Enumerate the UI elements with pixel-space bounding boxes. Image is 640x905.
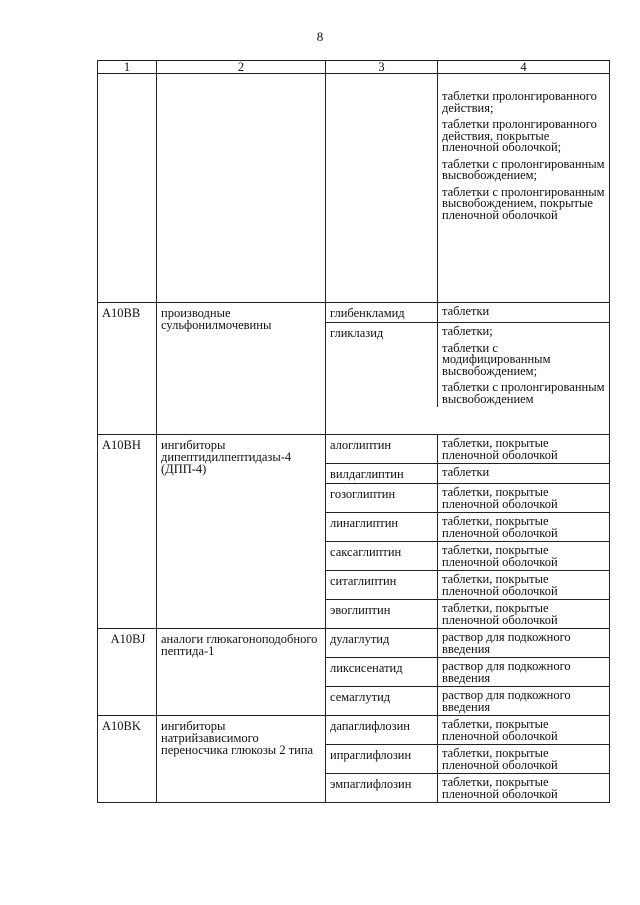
dosage-form: таблетки с пролонгированным высвобождением, покрытые пленочной оболочкой bbox=[442, 184, 605, 222]
dosage-form: раствор для подкожного введения bbox=[442, 630, 571, 656]
group-name-cell bbox=[157, 74, 326, 303]
group-name: аналоги глюкагоноподобного пептида-1 bbox=[157, 629, 326, 716]
group-row-a10bj bbox=[98, 629, 610, 716]
drug-entry bbox=[326, 463, 609, 483]
group-row-a10bb bbox=[98, 303, 610, 435]
page-number: 8 bbox=[316, 29, 324, 44]
drug-entry bbox=[326, 541, 609, 570]
drug-name: саксаглиптин bbox=[326, 542, 438, 570]
drug-entry bbox=[326, 322, 609, 407]
group-name: ингибиторы дипептидилпептидазы-4 (ДПП-4) bbox=[157, 435, 326, 629]
group-name: ингибиторы натрийзависимого переносчика глюкозы 2 типа bbox=[157, 716, 326, 803]
drug-entry bbox=[326, 512, 609, 541]
drug-table bbox=[97, 60, 610, 803]
dosage-form: таблетки, покрытые пленочной оболочкой bbox=[442, 775, 558, 801]
drug-entry bbox=[326, 483, 609, 512]
drug-entry bbox=[326, 435, 609, 463]
drug-entry bbox=[326, 773, 609, 802]
atc-code: A10BH bbox=[98, 435, 157, 629]
dosage-form: таблетки bbox=[442, 304, 490, 318]
dosage-form: таблетки пролонгированного действия, покрытые пленочной оболочкой; bbox=[442, 117, 597, 154]
drug-name: эмпаглифлозин bbox=[326, 774, 438, 802]
drug-name: алоглиптин bbox=[326, 435, 438, 463]
code-cell bbox=[98, 74, 157, 303]
drug-name: дапаглифлозин bbox=[326, 716, 438, 744]
dosage-form: таблетки, покрытые пленочной оболочкой bbox=[442, 436, 558, 462]
dosage-form: таблетки, покрытые пленочной оболочкой bbox=[442, 601, 558, 627]
dosage-form: таблетки с модифицированным высвобождением; bbox=[442, 340, 551, 378]
drug-name: гликлазид bbox=[326, 323, 438, 407]
dosage-form: раствор для подкожного введения bbox=[442, 659, 571, 685]
dosage-forms-cell bbox=[438, 74, 610, 303]
drug-name: ликсисенатид bbox=[326, 658, 438, 686]
drug-list bbox=[326, 629, 610, 716]
column-number-2: 2 bbox=[157, 61, 326, 74]
dosage-form: таблетки с пролонгированным высвобождением; bbox=[442, 156, 605, 182]
dosage-form: таблетки, покрытые пленочной оболочкой bbox=[442, 746, 558, 772]
group-row-a10bk bbox=[98, 716, 610, 803]
continuation-row bbox=[98, 74, 610, 303]
drug-name-cell bbox=[326, 74, 438, 303]
dosage-form: таблетки, покрытые пленочной оболочкой bbox=[442, 543, 558, 569]
drug-entry bbox=[326, 599, 609, 628]
drug-name: семаглутид bbox=[326, 687, 438, 715]
column-number-1: 1 bbox=[98, 61, 157, 74]
drug-list bbox=[326, 716, 610, 803]
atc-code: A10BJ bbox=[98, 629, 157, 716]
drug-name: дулаглутид bbox=[326, 629, 438, 657]
drug-entry bbox=[326, 657, 609, 686]
drug-list bbox=[326, 303, 610, 435]
column-number-3: 3 bbox=[326, 61, 438, 74]
drug-name: эвоглиптин bbox=[326, 600, 438, 628]
drug-list bbox=[326, 435, 610, 629]
dosage-form: таблетки пролонгированного действия; bbox=[442, 89, 597, 115]
drug-name: линаглиптин bbox=[326, 513, 438, 541]
drug-entry bbox=[326, 686, 609, 715]
drug-name: глибенкламид bbox=[326, 303, 438, 322]
drug-name: вилдаглиптин bbox=[326, 464, 438, 483]
group-row-a10bh bbox=[98, 435, 610, 629]
drug-entry bbox=[326, 303, 609, 322]
drug-entry bbox=[326, 570, 609, 599]
atc-code: A10BB bbox=[98, 303, 157, 435]
dosage-form: таблетки с пролонгированным высвобождением bbox=[442, 380, 605, 406]
drug-name: ситаглиптин bbox=[326, 571, 438, 599]
atc-code: A10BK bbox=[98, 716, 157, 803]
dosage-form: таблетки, покрытые пленочной оболочкой bbox=[442, 485, 558, 511]
dosage-form: таблетки; bbox=[442, 324, 493, 338]
drug-entry bbox=[326, 744, 609, 773]
column-number-row bbox=[98, 61, 610, 74]
drug-entry bbox=[326, 629, 609, 657]
column-number-4: 4 bbox=[438, 61, 610, 74]
dosage-form: раствор для подкожного введения bbox=[442, 688, 571, 714]
dosage-form: таблетки, покрытые пленочной оболочкой bbox=[442, 514, 558, 540]
drug-name: ипраглифлозин bbox=[326, 745, 438, 773]
dosage-form: таблетки, покрытые пленочной оболочкой bbox=[442, 572, 558, 598]
dosage-form: таблетки bbox=[442, 465, 490, 479]
dosage-form: таблетки, покрытые пленочной оболочкой bbox=[442, 717, 558, 743]
drug-entry bbox=[326, 716, 609, 744]
group-name: производные сульфонилмочевины bbox=[157, 303, 326, 435]
drug-name: гозоглиптин bbox=[326, 484, 438, 512]
